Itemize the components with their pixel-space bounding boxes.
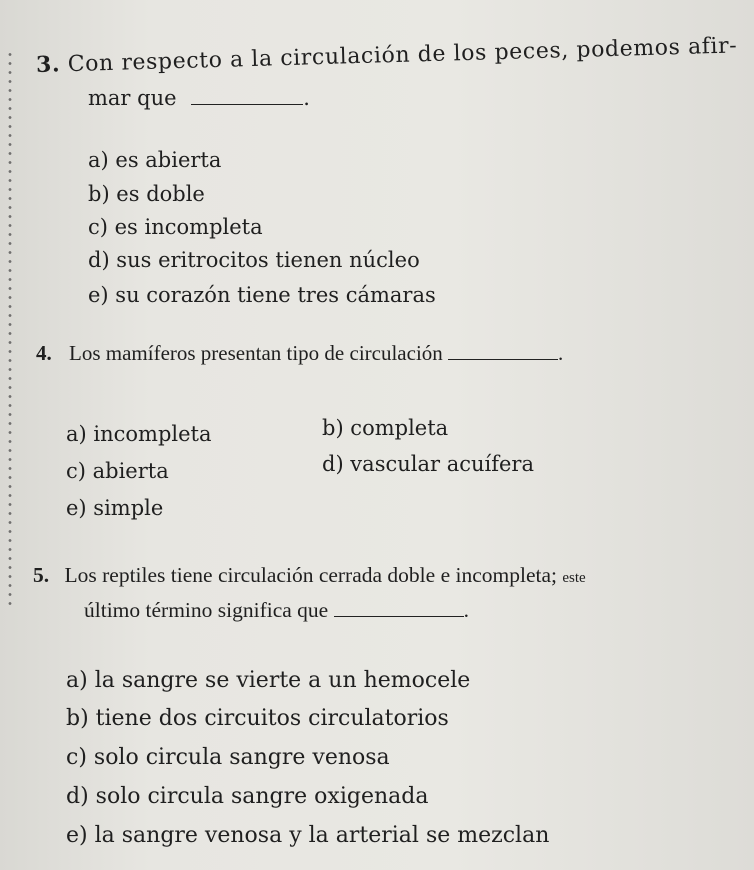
question-number: 3. — [35, 51, 61, 78]
answer-blank[interactable] — [448, 359, 558, 360]
question-3-line-2 — [88, 86, 310, 110]
option-a: a) es abierta — [88, 148, 222, 172]
option-e: e) su corazón tiene tres cámaras — [88, 283, 436, 307]
question-3-line-1 — [36, 32, 738, 78]
option-b: b) tiene dos circuitos circulatorios — [66, 706, 449, 731]
period: . — [463, 598, 469, 622]
option-e: e) simple — [66, 496, 164, 520]
question-text: Con respecto a la circulación de los peces, podemos afir- — [67, 33, 738, 78]
option-c: c) solo circula sangre venosa — [66, 745, 390, 770]
question-5-line-2 — [84, 598, 469, 623]
question-number: 5. — [33, 563, 50, 587]
option-c: c) abierta — [66, 459, 169, 483]
option-e: e) la sangre venosa y la arterial se mezclan — [66, 823, 550, 848]
period: . — [558, 341, 564, 365]
question-4-line-1 — [36, 341, 563, 366]
option-a: a) incompleta — [66, 422, 212, 446]
question-text: Los mamíferos presentan tipo de circulación — [69, 341, 443, 365]
option-d: d) vascular acuífera — [322, 452, 534, 476]
option-b: b) es doble — [88, 182, 205, 206]
answer-blank[interactable] — [191, 104, 303, 105]
question-number: 4. — [36, 341, 52, 365]
option-a: a) la sangre se vierte a un hemocele — [66, 668, 471, 693]
option-d: d) solo circula sangre oxigenada — [66, 784, 429, 809]
question-text-tail: este — [562, 570, 586, 586]
option-c: c) es incompleta — [88, 215, 263, 239]
option-d: d) sus eritrocitos tienen núcleo — [88, 248, 420, 272]
binding-dots — [8, 50, 12, 610]
question-text: Los reptiles tiene circulación cerrada doble e incompleta; — [64, 563, 557, 587]
question-text: mar que — [88, 86, 177, 110]
answer-blank[interactable] — [334, 616, 464, 617]
question-text: último término significa que — [84, 598, 329, 622]
option-b: b) completa — [322, 416, 449, 440]
question-5-line-1 — [33, 563, 586, 588]
period: . — [303, 86, 310, 110]
